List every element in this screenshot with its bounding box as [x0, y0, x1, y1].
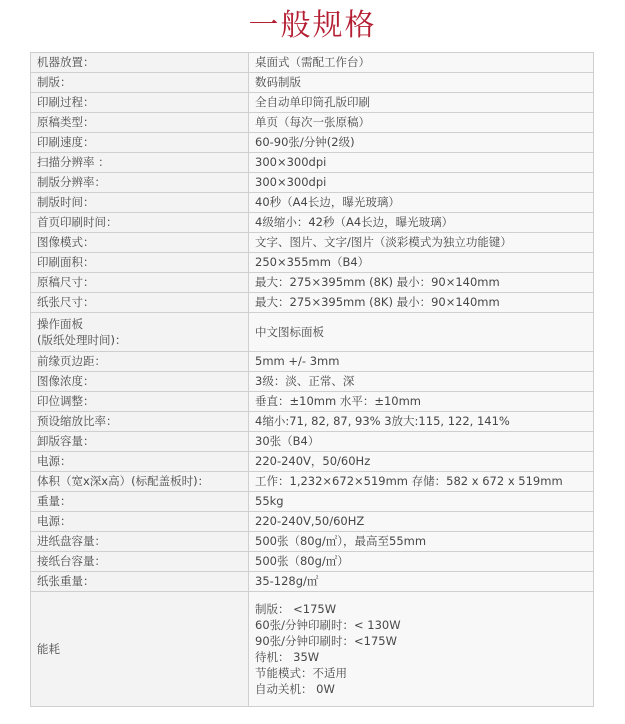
spec-value: 5mm +/- 3mm [249, 352, 594, 372]
spec-label: 前缘页边距： [31, 352, 249, 372]
spec-label: 扫描分辨率 ： [31, 153, 249, 173]
table-row [31, 93, 594, 113]
spec-label: 重量： [31, 492, 249, 512]
spec-label: 印位调整： [31, 392, 249, 412]
spec-value: 中文图标面板 [249, 313, 594, 352]
spec-label: 印刷过程： [31, 93, 249, 113]
table-row [31, 352, 594, 372]
table-row [31, 213, 594, 233]
power-line: 制版： <175W [255, 602, 337, 616]
spec-label: 卸版容量： [31, 432, 249, 452]
table-row [31, 532, 594, 552]
spec-label-line: (版纸处理时间)： [37, 333, 127, 347]
spec-label: 进纸盘容量： [31, 532, 249, 552]
table-row [31, 273, 594, 293]
power-line: 待机： 35W [255, 650, 320, 664]
spec-value: 最大：275×395mm (8K) 最小：90×140mm [249, 293, 594, 313]
table-row [31, 113, 594, 133]
spec-value: 250×355mm（B4） [249, 253, 594, 273]
table-row [31, 432, 594, 452]
spec-value: 500张（80g/㎡），最高至55mm [249, 532, 594, 552]
spec-label: 印刷面积： [31, 253, 249, 273]
table-row [31, 313, 594, 352]
table-row [31, 372, 594, 392]
spec-label: 图像模式： [31, 233, 249, 253]
spec-value: 500张（80g/㎡） [249, 552, 594, 572]
page-title: 一般规格 [248, 8, 377, 43]
spec-label: 电源： [31, 512, 249, 532]
power-line: 节能模式：不适用 [255, 666, 347, 680]
spec-label: 制版： [31, 73, 249, 93]
power-values [249, 592, 594, 707]
spec-value: 4级缩小：42秒（A4长边，曝光玻璃） [249, 213, 594, 233]
spec-value: 3级：淡、正常、深 [249, 372, 594, 392]
table-row [31, 572, 594, 592]
spec-label: 首页印刷时间： [31, 213, 249, 233]
spec-label: 预设缩放比率： [31, 412, 249, 432]
table-row [31, 412, 594, 432]
spec-value: 文字、图片、文字/图片（淡彩模式为独立功能键） [249, 233, 594, 253]
spec-value: 60-90张/分钟(2级) [249, 133, 594, 153]
spec-label: 体积（宽x深x高）(标配盖板时)： [31, 472, 249, 492]
spec-label: 电源： [31, 452, 249, 472]
spec-value: 数码制版 [249, 73, 594, 93]
spec-value: 220-240V，50/60Hz [249, 452, 594, 472]
spec-value: 300×300dpi [249, 173, 594, 193]
table-row [31, 173, 594, 193]
spec-label [31, 313, 249, 352]
table-row [31, 193, 594, 213]
table-row [31, 153, 594, 173]
spec-table [30, 52, 594, 707]
spec-value: 4缩小:71, 82, 87, 93% 3放大:115, 122, 141% [249, 412, 594, 432]
table-row [31, 392, 594, 412]
table-row [31, 293, 594, 313]
power-label: 能耗 [31, 592, 249, 707]
table-row [31, 53, 594, 73]
spec-value: 单页（每次一张原稿） [249, 113, 594, 133]
spec-label: 纸张重量： [31, 572, 249, 592]
table-row [31, 133, 594, 153]
spec-value: 最大：275×395mm (8K) 最小：90×140mm [249, 273, 594, 293]
spec-label: 原稿类型： [31, 113, 249, 133]
spec-value: 30张（B4） [249, 432, 594, 452]
spec-label-line: 操作面板 [37, 317, 83, 331]
table-row [31, 472, 594, 492]
spec-label: 接纸台容量： [31, 552, 249, 572]
spec-value: 工作：1,232×672×519mm 存储：582 x 672 x 519mm [249, 472, 594, 492]
table-row [31, 452, 594, 472]
table-row [31, 492, 594, 512]
spec-value: 桌面式（需配工作台） [249, 53, 594, 73]
spec-label: 制版时间： [31, 193, 249, 213]
spec-label: 原稿尺寸： [31, 273, 249, 293]
spec-label: 制版分辨率： [31, 173, 249, 193]
spec-value: 300×300dpi [249, 153, 594, 173]
spec-label: 纸张尺寸： [31, 293, 249, 313]
power-line: 自动关机： 0W [255, 682, 335, 696]
spec-value: 全自动单印筒孔版印刷 [249, 93, 594, 113]
spec-value: 55kg [249, 492, 594, 512]
spec-value: 40秒（A4长边，曝光玻璃） [249, 193, 594, 213]
spec-value: 35-128g/㎡ [249, 572, 594, 592]
power-line: 90张/分钟印刷时：<175W [255, 634, 397, 648]
spec-value: 垂直：±10mm 水平：±10mm [249, 392, 594, 412]
table-row [31, 73, 594, 93]
table-row [31, 592, 594, 707]
spec-label: 机器放置： [31, 53, 249, 73]
table-row [31, 233, 594, 253]
spec-value: 220-240V,50/60HZ [249, 512, 594, 532]
table-row [31, 552, 594, 572]
spec-label: 图像浓度： [31, 372, 249, 392]
spec-label: 印刷速度： [31, 133, 249, 153]
table-row [31, 512, 594, 532]
table-row [31, 253, 594, 273]
power-line: 60张/分钟印刷时：< 130W [255, 618, 401, 632]
